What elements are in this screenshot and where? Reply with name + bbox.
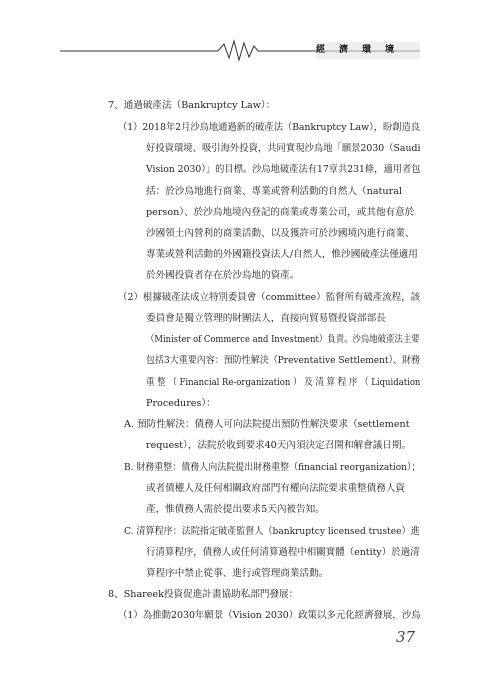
item7-p1-line-6: 沙國領土內營利的商業活動、以及獲許可於沙國境內進行商業、	[146, 228, 415, 239]
item7-p2-line-2: 委員會是獨立管理的財團法人，直接向貿易暨投資部部長	[146, 313, 386, 324]
item7-p2-line-1: （2）根據破產法成立特別委員會（committee）監督所有破產流程，該	[118, 292, 421, 303]
item7-c-line-3: 算程序中禁止從事、進行或管理商業活動。	[146, 568, 329, 579]
page-header	[0, 0, 480, 70]
item7-p1-line-3: Vision 2030）」的目標。沙烏地破產法有17章共231條，適用者包	[146, 164, 421, 175]
item7-p1-line-7: 專業或營利活動的外國籍投資法人/自然人，惟沙國破產法僅適用	[146, 249, 418, 260]
item8-p1-line-1: （1）為推動2030年願景（Vision 2030）政策以多元化經濟發展，沙烏	[118, 610, 421, 621]
item7-p1-line-4: 括：於沙烏地進行商業、專業或營利活動的自然人（natural	[146, 186, 402, 197]
item8-title: 8、Shareek投資促進計畫協助私部門發展：	[108, 589, 299, 600]
header-ekg-line-graphic	[0, 0, 480, 70]
item7-p1-line-8: 於外國投資者存在於沙烏地的資產。	[146, 270, 300, 281]
item7-p1-line-2: 好投資環境、吸引海外投資，共同實現沙烏地「願景2030（Saudi	[146, 143, 421, 154]
item7-b-line-1: B. 財務重整：債務人向法院提出財務重整（financial reorganization）；	[124, 462, 421, 473]
item7-b-line-3: 產，惟債務人需於提出要求5天內被告知。	[146, 504, 325, 515]
item7-p2-line-3: （Minister of Commerce and Investment）負責。沙烏地破產法主要	[146, 334, 420, 345]
item7-b-line-2: 或者債權人及任何相關政府部門有權向法院要求重整債務人資	[146, 483, 406, 494]
item7-c-line-1: C. 清算程序：法院指定破產監督人（bankruptcy licensed trustee）進	[124, 526, 420, 537]
item7-p1-line-1: （1）2018年2月沙烏地通過新的破產法（Bankruptcy Law），盼創造良	[118, 122, 421, 133]
item7-a-line-2: request），法院於收到要求40天內須決定召開和解會議日期。	[146, 440, 412, 451]
header-section-label: 經濟環境	[316, 45, 409, 55]
item7-p2-line-4: 包括3大重要內容：預防性解決（Preventative Settlement）、財務	[146, 355, 421, 366]
item7-title: 7、通過破產法（Bankruptcy Law）：	[108, 100, 276, 111]
item7-p2-line-6: Procedures）：	[146, 398, 216, 409]
page-number: 37	[396, 628, 416, 646]
item7-a-line-1: A. 預防性解決：債務人可向法院提出預防性解決要求（settlement	[124, 419, 410, 430]
item7-p1-line-5: person）、於沙烏地境內登記的商業或專業公司，或其他有意於	[146, 207, 415, 218]
item7-p2-line-5: 重 整 （ Financial Re-organization ） 及 清 算 程 序 （ Liquidation	[146, 377, 421, 388]
item7-c-line-2: 行清算程序，債務人或任何清算過程中相關實體（entity）於過清	[146, 547, 420, 558]
